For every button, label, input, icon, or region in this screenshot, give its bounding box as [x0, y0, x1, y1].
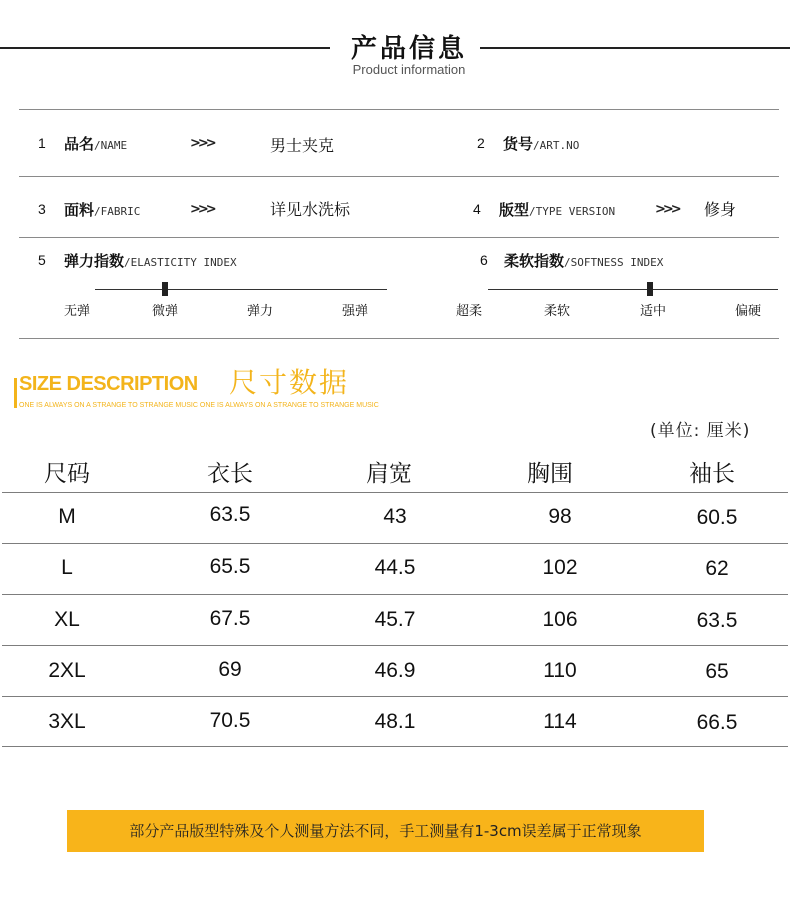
table-cell: 48.1 — [374, 710, 416, 733]
scale-label: 无弹 — [63, 304, 90, 319]
scale-label: 偏硬 — [734, 304, 761, 319]
table-cell: 60.5 — [696, 506, 738, 529]
item-number: 1 — [38, 135, 46, 151]
fabric-label: 面料/FABRIC — [64, 201, 141, 219]
item-number: 4 — [473, 201, 481, 217]
column-header: 衣长 — [207, 461, 253, 487]
table-cell: 66.5 — [696, 711, 738, 734]
table-divider — [2, 492, 788, 493]
table-cell: 70.5 — [209, 709, 251, 732]
scale-marker — [647, 282, 653, 296]
type-value: 修身 — [704, 200, 737, 219]
table-cell: XL — [54, 608, 80, 631]
size-decorative-text: ONE IS ALWAYS ON A STRANGE TO STRANGE MUSIC ONE IS ALWAYS ON A STRANGE TO STRANGE MUSIC — [19, 402, 379, 409]
table-cell: 63.5 — [696, 609, 738, 632]
table-cell: 46.9 — [374, 659, 416, 682]
info-divider — [19, 338, 779, 339]
info-divider — [19, 237, 779, 238]
table-cell: 44.5 — [374, 556, 416, 579]
measurement-notice — [67, 810, 704, 852]
type-label: 版型/TYPE VERSION — [499, 201, 616, 219]
table-cell: 65.5 — [209, 555, 251, 578]
arrow-icon: >>> — [190, 202, 214, 217]
table-cell: 69 — [218, 658, 242, 681]
table-cell: 63.5 — [209, 503, 251, 526]
name-value: 男士夹克 — [270, 136, 335, 155]
elasticity-label: 弹力指数/ELASTICITY INDEX — [64, 252, 237, 270]
size-title-en: SIZE DESCRIPTION — [19, 373, 198, 395]
info-divider — [19, 109, 779, 110]
table-cell: 2XL — [48, 659, 86, 682]
table-cell: 45.7 — [374, 608, 416, 631]
page-subtitle: Product information — [352, 62, 466, 77]
table-cell: 98 — [548, 505, 572, 528]
scale-label: 弹力 — [246, 304, 273, 319]
scale-marker — [162, 282, 168, 296]
table-cell: 110 — [543, 659, 577, 682]
column-header: 胸围 — [527, 461, 573, 487]
column-header: 尺码 — [44, 461, 90, 487]
item-number: 6 — [480, 252, 488, 268]
column-header: 袖长 — [689, 461, 735, 487]
item-number: 3 — [38, 201, 46, 217]
item-number: 5 — [38, 252, 46, 268]
table-divider — [2, 594, 788, 595]
info-divider — [19, 176, 779, 177]
table-cell: 65 — [705, 660, 729, 683]
name-label: 品名/NAME — [64, 135, 128, 153]
table-divider — [2, 645, 788, 646]
scale-label-selected: 适中 — [639, 304, 666, 319]
unit-label: (单位: 厘米) — [650, 421, 751, 441]
scale-label: 强弹 — [341, 304, 368, 319]
column-header: 肩宽 — [366, 461, 412, 487]
scale-line — [488, 289, 778, 290]
art-no-label: 货号/ART.NO — [503, 135, 580, 153]
table-cell: L — [61, 556, 73, 579]
table-cell: M — [58, 505, 76, 528]
scale-line — [95, 289, 387, 290]
fabric-value: 详见水洗标 — [270, 200, 351, 219]
table-cell: 62 — [705, 557, 729, 580]
table-cell: 43 — [383, 505, 407, 528]
table-divider — [2, 746, 788, 747]
table-cell: 114 — [543, 710, 577, 733]
page-title: 产品信息 — [350, 34, 467, 64]
scale-label: 超柔 — [455, 304, 482, 319]
notice-text: 部分产品版型特殊及个人测量方法不同，手工测量有1-3cm误差属于正常现象 — [129, 822, 642, 840]
table-divider — [2, 543, 788, 544]
scale-label-selected: 微弹 — [151, 304, 178, 319]
arrow-icon: >>> — [655, 202, 679, 217]
table-cell: 102 — [542, 556, 578, 579]
table-cell: 106 — [542, 608, 578, 631]
table-cell: 3XL — [48, 710, 86, 733]
size-accent-bar — [14, 378, 17, 408]
item-number: 2 — [477, 135, 485, 151]
softness-label: 柔软指数/SOFTNESS INDEX — [504, 252, 664, 270]
scale-label: 柔软 — [543, 304, 570, 319]
size-title-cn: 尺寸数据 — [229, 366, 350, 399]
table-divider — [2, 696, 788, 697]
table-cell: 67.5 — [209, 607, 251, 630]
arrow-icon: >>> — [190, 136, 214, 151]
